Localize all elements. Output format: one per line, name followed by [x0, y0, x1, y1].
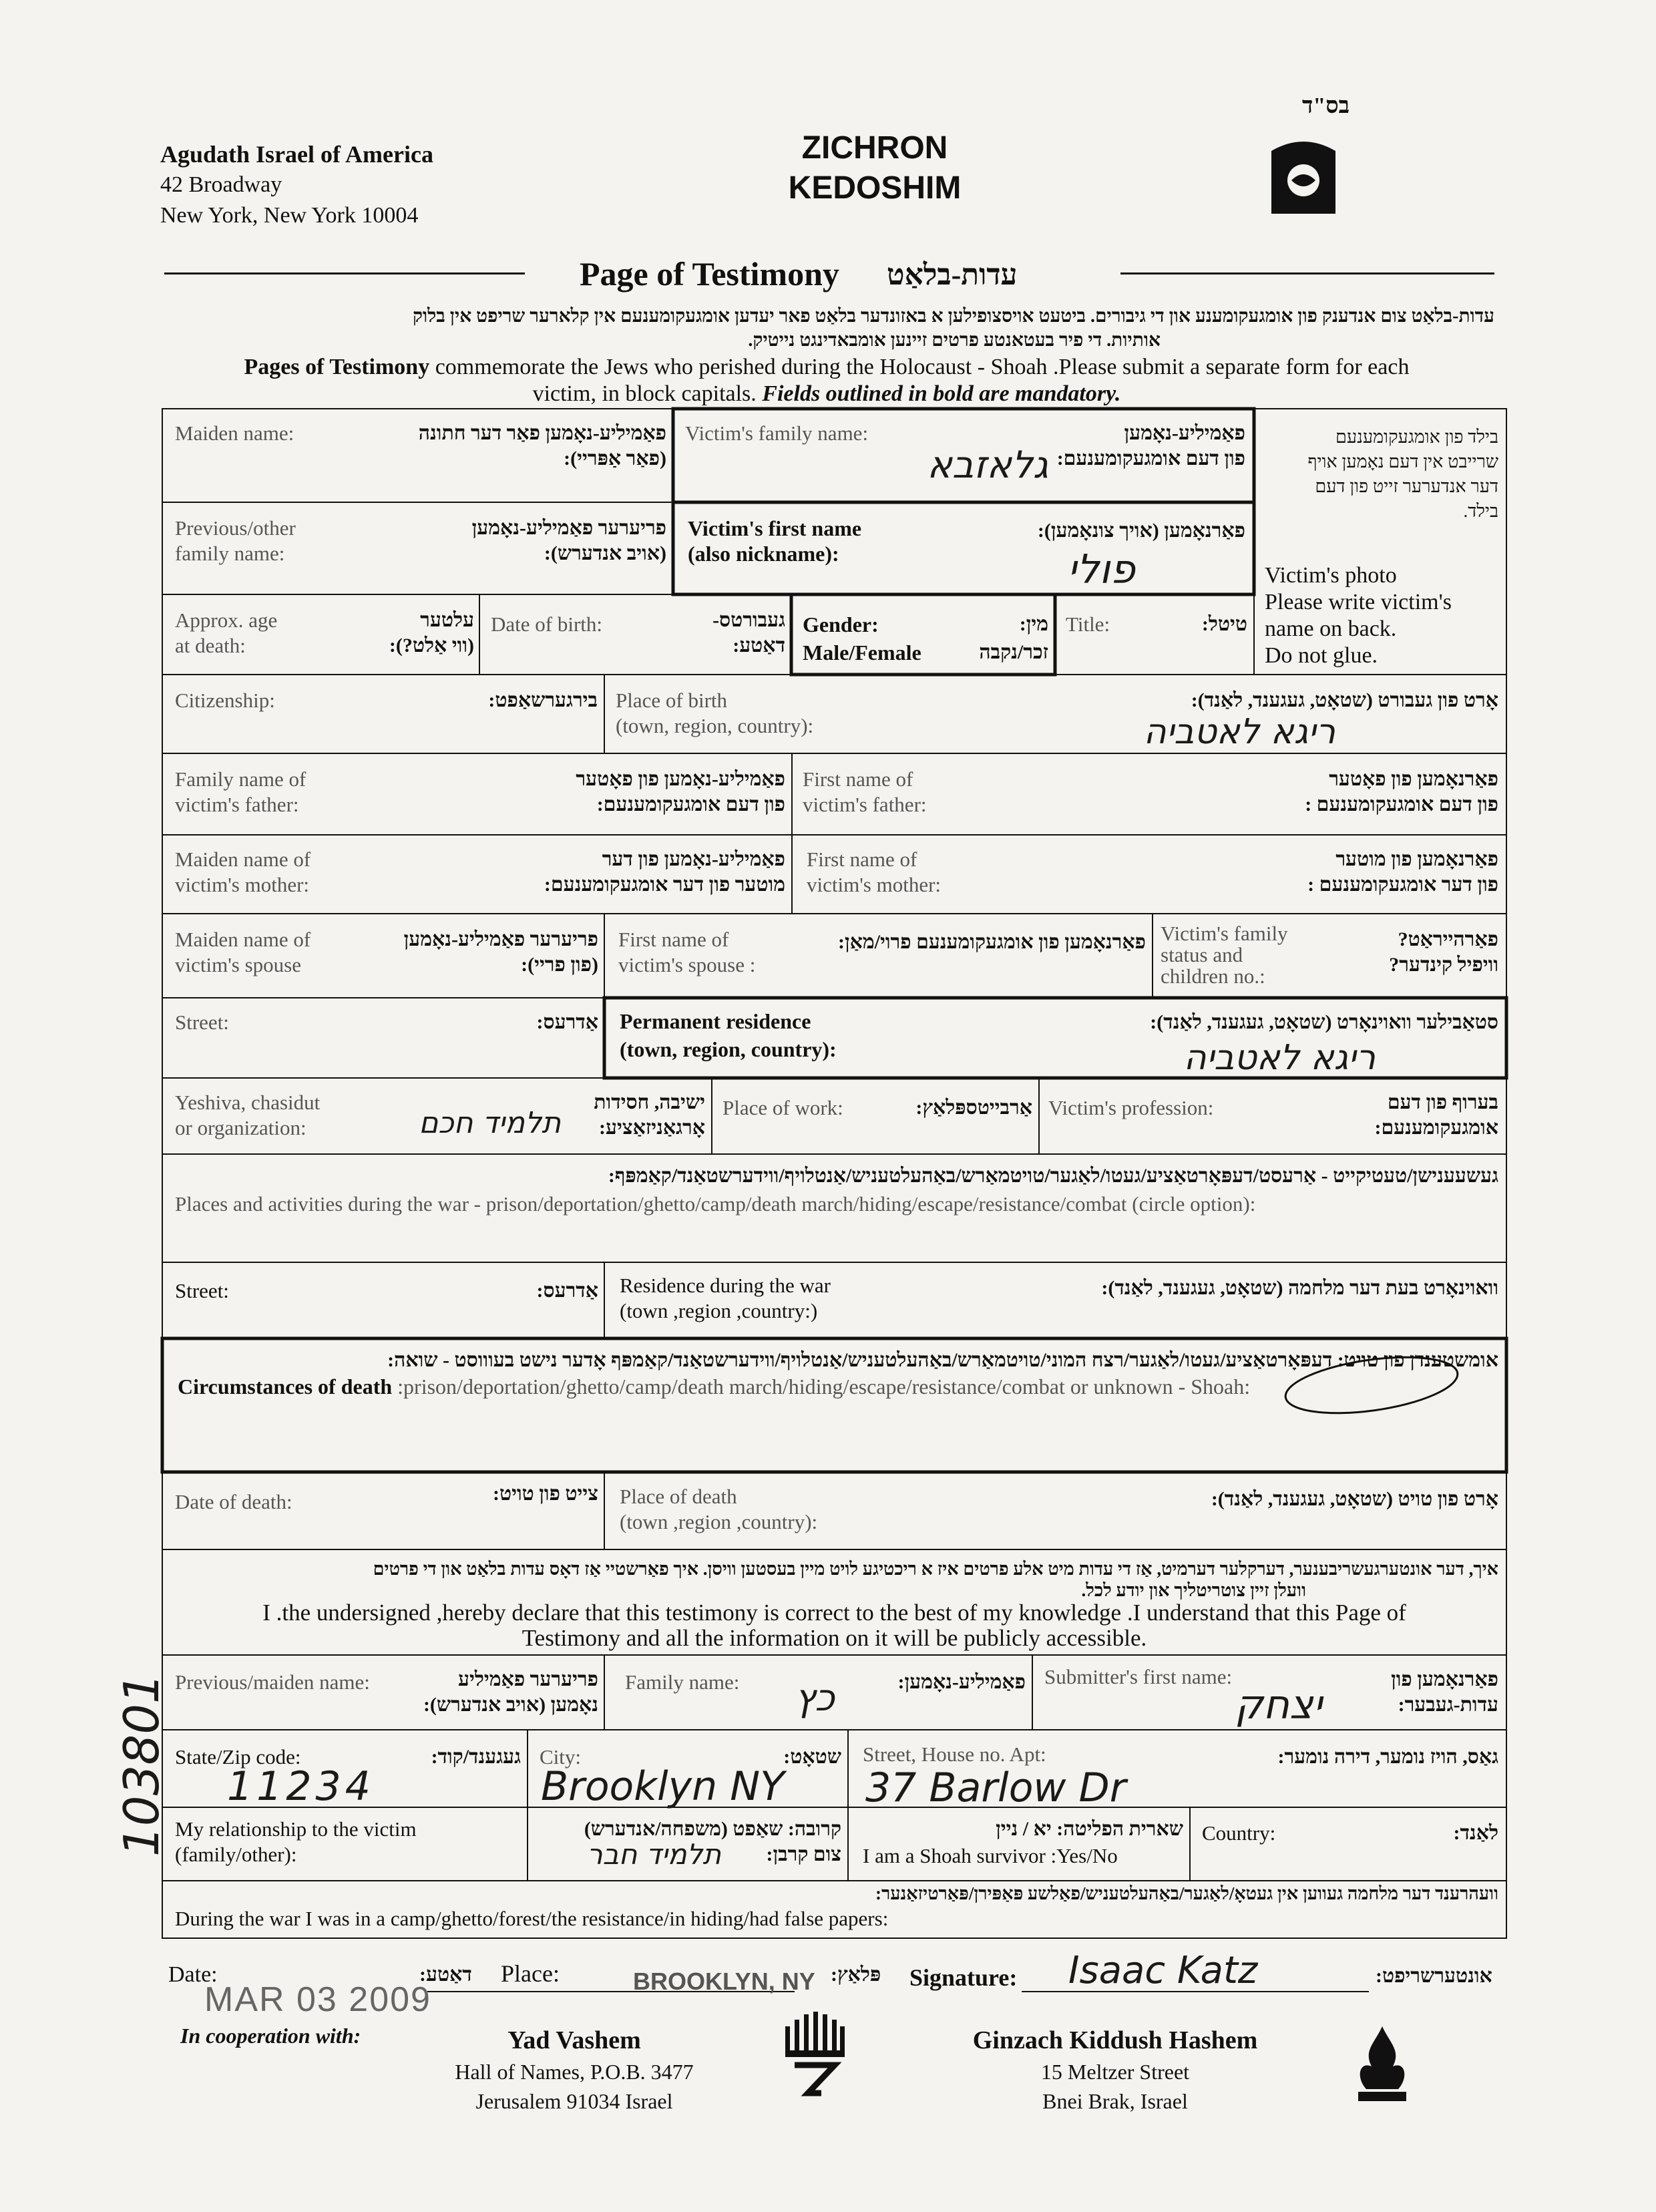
signature-value[interactable]: Isaac Katz [1068, 1949, 1258, 1992]
sub-prev-heb-2: נאָמען (אויב אנדערש): [423, 1694, 598, 1716]
father-first-heb-1: פאַרנאָמען פון פאָטער [1329, 768, 1498, 790]
spouse-maiden-heb-1: פריערער פאַמיליע-נאָמען [403, 928, 598, 950]
spouse-maiden-en-1: Maiden name of [175, 928, 311, 951]
city-label: City: [540, 1745, 582, 1769]
sub-first-label: Submitter's first name: [1044, 1665, 1233, 1688]
war-residence-en-1: Residence during the war [620, 1274, 831, 1297]
sub-family-label: Family name: [625, 1670, 740, 1694]
survivor-heb: שארית הפליטה: יא / ניין [996, 1818, 1183, 1840]
prev-name-en-2: family name: [175, 542, 285, 565]
family-name-label: Victim's family name: [685, 421, 869, 445]
pob-en-1: Place of birth [616, 689, 728, 712]
mother-maiden-label [175, 847, 310, 898]
relation-heb-2: צום קרבן: [766, 1843, 841, 1865]
gender-label [803, 610, 921, 667]
street2-heb: גאַס, הויז נומער, דירה נומער: [1277, 1746, 1498, 1768]
mother-maiden-heb-1: פאַמיליע-נאָמען פון דער [602, 848, 785, 870]
dod-label: Date of death: [175, 1490, 292, 1513]
prev-name-heb-2: (אויב אנדערש): [544, 542, 666, 564]
intro-yiddish-2: אותיות. די פיר בעטאנטע פרטים זיינען אומבאדינגט נייטיק. [748, 330, 1161, 351]
gk-addr2: Bnei Brak, Israel [1042, 2089, 1188, 2113]
country-heb: לאַנד: [1453, 1822, 1498, 1844]
first-name-en-2: (also nickname): [688, 542, 839, 566]
intro-en-line2: victim, in block capitals. [532, 381, 763, 406]
place-heb: פּלאַץ: [831, 1964, 881, 1986]
family-name-heb-2: פון דעם אומגעקומענעם: [1056, 447, 1245, 470]
first-name-value[interactable]: פולי [1067, 546, 1135, 593]
yeshiva-en-1: Yeshiva, chasidut [175, 1091, 321, 1114]
intro-en-italic: Fields outlined in bold are mandatory. [762, 381, 1121, 406]
pob-label [616, 688, 813, 739]
pod-heb: אָרט פון טויט (שטאָט, געגענד, לאַנד): [1211, 1488, 1498, 1510]
city-heb: שטאָט: [783, 1746, 841, 1768]
gender-heb-2: זכר/נקבה [979, 641, 1048, 663]
bsd-mark: בס"ד [1302, 94, 1350, 118]
zip-value[interactable]: 11234 [227, 1763, 375, 1810]
prev-name-heb-1: פריערער פאַמיליע-נאָמען [471, 517, 666, 539]
title-line2: KEDOSHIM [788, 170, 962, 206]
gender-en-1: Gender: [803, 612, 879, 636]
title-field-heb: טיטל: [1201, 613, 1247, 635]
signature-heb: אונטערשריפט: [1376, 1965, 1492, 1987]
place-value[interactable]: BROOKLYN, NY [633, 1968, 815, 1995]
dod-heb: צייט פון טויט: [493, 1483, 598, 1505]
residence-en-1: Permanent residence [620, 1009, 811, 1033]
prev-name-en-1: Previous/other [175, 516, 296, 540]
work-heb: אַרבייטספּלאַץ: [915, 1097, 1032, 1119]
photo-heb-3: דער אנדערער זייט פון דעם [1315, 476, 1498, 496]
profession-heb-2: אומגעקומענעם: [1374, 1117, 1498, 1139]
cooperation-label: In cooperation with: [180, 2024, 361, 2048]
maiden-name-label: Maiden name: [175, 421, 294, 445]
yv-name: Yad Vashem [507, 2026, 641, 2054]
first-name-heb: פאַרנאָמען (אויך צונאָמען): [1037, 520, 1245, 542]
circumstances-en: :prison/deportation/ghetto/camp/death march/hiding/escape/resistance/combat or unknown - Shoah: [392, 1374, 1251, 1399]
pod-en-2: (town ,region ,country): [620, 1510, 818, 1533]
mother-first-en-2: victim's mother: [807, 873, 942, 896]
mother-first-label [807, 847, 941, 898]
zip-label: State/Zip code: [175, 1745, 301, 1769]
pob-en-2: (town, region, country): [616, 714, 814, 737]
age-en-2: at death: [175, 634, 246, 657]
war-residence-label [620, 1273, 831, 1324]
work-label: Place of work: [722, 1096, 843, 1119]
gk-addr1: 15 Meltzer Street [1040, 2060, 1190, 2084]
declaration-en-1: I .the undersigned ,hereby declare that this testimony is correct to the best of my knowledge .I understand that this Page of [262, 1600, 1406, 1626]
photo-heb-2: שרייבט אין דעם נאָמען אויף [1307, 451, 1498, 472]
family-status-en-1: Victim's family [1161, 922, 1288, 945]
pod-en-1: Place of death [620, 1485, 737, 1508]
age-heb [347, 608, 474, 659]
org-address-line2: New York, New York 10004 [160, 203, 419, 228]
father-first-en-1: First name of [803, 767, 913, 791]
yad-vashem-logo [781, 2010, 848, 2097]
declaration-en-2: Testimony and all the information on it will be publicly accessible. [522, 1625, 1147, 1651]
sub-prev-heb [401, 1667, 598, 1718]
spouse-first-heb: פאַרנאָמען פון אומגעקומענעם פרוי/מאַן: [837, 931, 1146, 953]
spouse-first-en-1: First name of [618, 928, 729, 951]
father-family-en-1: Family name of [175, 767, 306, 791]
photo-instructions-heb [1259, 425, 1498, 524]
father-family-heb-2: פון דעם אומגעקומענעם: [596, 793, 785, 815]
relation-label [175, 1817, 417, 1867]
citizenship-heb: בירגערשאַפט: [488, 689, 598, 711]
father-family-en-2: victim's father: [175, 793, 299, 816]
father-first-heb [1202, 767, 1498, 817]
residence-en-2: (town, region, country): [620, 1037, 837, 1061]
org-name: Agudath Israel of America [160, 141, 433, 168]
relation-heb-1: קרובה: שאַפט (משפחה/אנדערש) [584, 1818, 841, 1840]
first-name-label [688, 516, 861, 566]
photo-en-1: Victim's photo [1265, 563, 1397, 588]
gender-en-2: Male/Female [803, 640, 921, 665]
spouse-maiden-label [175, 927, 310, 978]
photo-heb-1: בילד פון אומגעקומענעם [1335, 427, 1498, 447]
yv-addr2: Jerusalem 91034 Israel [475, 2089, 673, 2113]
age-heb-1: עלטער [420, 609, 474, 631]
signature-label: Signature: [909, 1964, 1018, 1991]
family-status-heb-2: וויפיל קינדער? [1389, 954, 1498, 976]
side-archive-number: 103801 [114, 1673, 170, 1857]
gender-heb [948, 610, 1048, 667]
profession-heb [1356, 1090, 1498, 1141]
street2-value[interactable]: 37 Barlow Dr [865, 1765, 1126, 1811]
sub-first-value[interactable]: יצחק [1235, 1682, 1322, 1728]
sub-first-heb-2: עדות-געבער: [1398, 1694, 1498, 1716]
date-stamp[interactable]: MAR 03 2009 [204, 1980, 431, 2019]
spouse-maiden-heb [374, 927, 598, 978]
spouse-maiden-heb-2: (פון פריי): [521, 954, 598, 976]
maiden-name-heb-1: פאַמיליע-נאָמען פאַר דער חתונה [418, 422, 666, 444]
relation-en-2: (family/other): [175, 1843, 297, 1866]
street2-label: Street, House no. Apt: [863, 1742, 1046, 1766]
family-status-en-2: status and [1161, 943, 1243, 966]
family-status-heb [1356, 927, 1498, 978]
gk-name: Ginzach Kiddush Hashem [972, 2026, 1258, 2054]
pob-heb: אָרט פון געבורט (שטאָט, געגענד, לאַנד): [1191, 689, 1498, 711]
family-name-value[interactable]: גלאזבא [927, 443, 1048, 487]
country-label: Country: [1202, 1821, 1276, 1845]
mother-first-en-1: First name of [807, 848, 917, 871]
family-status-en-3: children no.: [1161, 964, 1265, 988]
dob-heb [668, 608, 785, 659]
date-heb: דאַטע: [419, 1964, 472, 1986]
maiden-name-heb-2: (פאַר אַפּריי): [564, 447, 666, 470]
during-war-heb: וועהרענד דער מלחמה געווען אין געטאָ/לאַגער/באַהעלטעניש/פאַלשע פּאַפּירן/פּאַרטיזאַנער: [875, 1883, 1498, 1903]
mother-maiden-heb-2: מוטער פון דער אומגעקומענעם: [544, 874, 785, 896]
circumstances-en-bold: Circumstances of death [178, 1374, 393, 1399]
mother-maiden-en-2: victim's mother: [175, 873, 310, 896]
intro-en-line1: commemorate the Jews who perished during the Holocaust - Shoah .Please submit a separate form for each [429, 355, 1410, 379]
yeshiva-value[interactable]: תלמיד חכם [419, 1106, 561, 1140]
form-title: Page of Testimony [580, 255, 839, 293]
sub-first-heb [1356, 1667, 1498, 1718]
circumstances-heb: אומשטענדן פון טויט: דעפּאָרטאַציע/געטו/לאַגער/רצח המוני/טויטמאַרש/באַהעלטעניש/אַנטלויף/ווידערשטאַנד/קאַמפּף אָדער נישט בעוווסט - שואה: [387, 1349, 1498, 1371]
yad-vashem-block [414, 2024, 735, 2116]
sub-prev-heb-1: פריערער פאַמיליע [458, 1668, 598, 1690]
age-heb-2: (ווי אַלט?): [389, 634, 474, 657]
declaration-heb-1: איך, דער אונטערגעשריבענער, דערקלער דערמיט, אַז די עדות מיט אלע פרטים איז א ריכטיגע לויט מיין בעסטען וויסן. איך פאַרשטיי אַז דאָס עדות בלאַט און די פרטים [373, 1559, 1498, 1579]
form-title-heb: עדות-בלאַט [887, 258, 1018, 291]
maiden-name-heb [374, 421, 666, 472]
declaration-en [162, 1600, 1506, 1651]
declaration-heb-2: וועלן זיין צוטריטליך און יודע לכל. [1081, 1580, 1306, 1600]
org-address-line1: 42 Broadway [160, 172, 282, 197]
pob-value[interactable]: ריגא לאטביה [1143, 712, 1335, 752]
mother-maiden-en-1: Maiden name of [175, 848, 311, 871]
mother-first-heb-2: פון דער אומגעקומענעם : [1307, 874, 1498, 896]
war-street-label: Street: [175, 1279, 229, 1302]
sub-first-heb-1: פאַרנאָמען פון [1391, 1668, 1498, 1690]
father-first-en-2: victim's father: [803, 793, 927, 816]
street-heb: אַדרעס: [536, 1011, 598, 1033]
sub-prev-label: Previous/maiden name: [175, 1670, 370, 1694]
zip-heb: געגענד/קוד: [431, 1746, 521, 1768]
survivor-label: I am a Shoah survivor :Yes/No [863, 1844, 1118, 1867]
dob-heb-1: געבורטס- [712, 609, 785, 631]
photo-en-2: Please write victim's [1265, 590, 1452, 614]
circumstances-label [178, 1373, 1250, 1400]
citizenship-label: Citizenship: [175, 689, 275, 712]
pod-label [620, 1484, 817, 1535]
war-residence-heb: וואוינאָרט בעת דער מלחמה (שטאָט, געגענד, לאַנד): [1101, 1277, 1498, 1299]
prev-name-heb [401, 516, 666, 566]
city-value[interactable]: Brooklyn NY [541, 1763, 785, 1810]
father-family-heb-1: פאַמיליע-נאָמען פון פאָטער [576, 768, 785, 790]
mother-first-heb-1: פאַרנאָמען פון מוטער [1335, 848, 1498, 870]
yv-addr1: Hall of Names, P.O.B. 3477 [455, 2060, 694, 2084]
family-name-heb-1: פאַמיליע-נאָמען [1124, 422, 1245, 444]
father-family-heb [507, 767, 785, 817]
title-line1: ZICHRON [801, 130, 948, 166]
spouse-first-en-2: victim's spouse : [618, 953, 756, 976]
age-label [175, 608, 277, 659]
residence-label [620, 1007, 837, 1063]
gender-heb-1: מין: [1019, 613, 1048, 635]
photo-en-4: Do not glue. [1265, 643, 1378, 668]
yeshiva-en-2: or organization: [175, 1116, 306, 1139]
spouse-maiden-en-2: victim's spouse [175, 953, 301, 976]
family-status-label [1161, 923, 1288, 987]
photo-heb-4: בילד. [1463, 501, 1498, 521]
spouse-first-label [618, 927, 755, 978]
yeshiva-label [175, 1090, 320, 1141]
date-label: Date: [168, 1962, 218, 1987]
sub-family-heb: פאַמיליע-נאָמען: [897, 1671, 1026, 1693]
relation-value[interactable]: תלמיד חבר [586, 1838, 721, 1871]
war-street-heb: אַדרעס: [536, 1280, 598, 1302]
yeshiva-heb-1: ישיבה, חסידות [594, 1091, 705, 1113]
mother-first-heb [1202, 847, 1498, 898]
war-activities-label: Places and activities during the war - prison/deportation/ghetto/camp/death march/hiding/escape/resistance/combat (circle option): [175, 1192, 1256, 1216]
photo-instructions-en [1265, 562, 1452, 669]
photo-en-3: name on back. [1265, 616, 1397, 641]
intro-yiddish-1: עדות-בלאַט צום אנדענק פון אומגעקומענע און די גיבורים. ביטעט אויסצופילען א באזונדער בלאַט פאר יעדען אומגעקומענעם אין קלארער שריפט אין בלוק [412, 306, 1494, 327]
yeshiva-heb-2: אָרגאַניזאַציע: [599, 1117, 705, 1139]
residence-value[interactable]: ריגא לאטביה [1183, 1038, 1376, 1078]
age-en-1: Approx. age [175, 608, 278, 632]
war-residence-en-2: (town ,region ,country:) [620, 1299, 818, 1322]
profession-heb-1: בערוף פון דעם [1387, 1091, 1498, 1113]
profession-label: Victim's profession: [1048, 1096, 1214, 1119]
intro-en-bold: Pages of Testimony [244, 355, 430, 379]
ginzach-block [935, 2024, 1295, 2116]
title-field-label: Title: [1066, 612, 1110, 636]
street-label: Street: [175, 1010, 229, 1034]
relation-en-1: My relationship to the victim [175, 1817, 417, 1841]
dob-label: Date of birth: [491, 612, 603, 636]
place-label: Place: [501, 1960, 560, 1987]
father-first-heb-2: פון דעם אומגעקומענעם : [1305, 793, 1498, 815]
father-family-label [175, 767, 306, 817]
family-status-heb-1: פאַרהייראַט? [1398, 928, 1498, 950]
dob-heb-2: דאַטע: [733, 634, 785, 657]
first-name-en-1: Victim's first name [688, 516, 862, 540]
during-war-label: During the war I was in a camp/ghetto/forest/the resistance/in hiding/had false papers: [175, 1907, 889, 1930]
father-first-label [803, 767, 927, 817]
residence-heb: סטאַבילער וואוינאָרט (שטאָט, געגענד, לאַנד): [1150, 1011, 1498, 1033]
war-activities-heb: געשעענישן/טעטיקייט - אַרעסט/דעפּאָרטאַציע/געטו/לאַגער/טויטמאַרש/באַהעלטעניש/אַנטלויף/ווידערשטאַנד/קאַמפּף: [608, 1165, 1498, 1187]
sub-family-value[interactable]: כץ [795, 1676, 835, 1720]
prev-name-label [175, 516, 296, 566]
mother-maiden-heb [467, 847, 785, 898]
ginzach-logo [1349, 2024, 1416, 2104]
